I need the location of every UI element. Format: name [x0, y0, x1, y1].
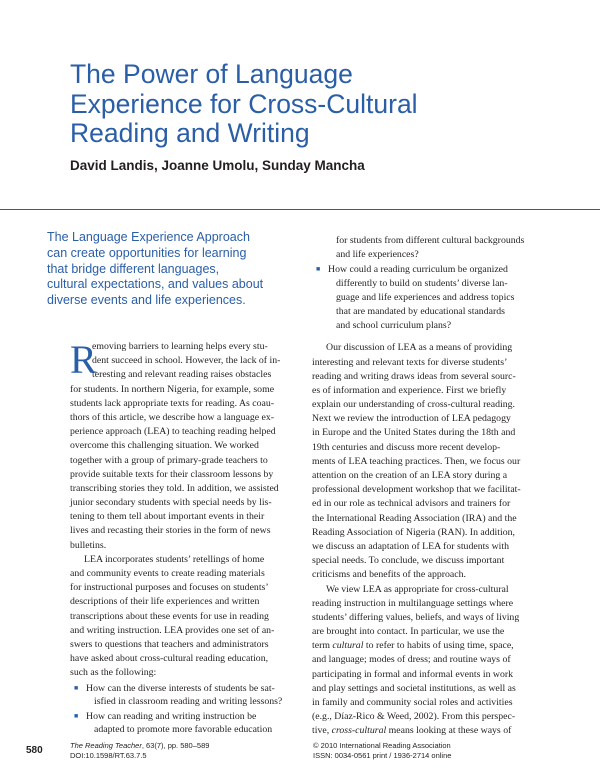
body-line: criticisms and benefits of the approach. [312, 569, 466, 581]
copyright: © 2010 International Reading Association [313, 741, 451, 750]
pull-quote-line: diverse events and life experiences. [47, 293, 246, 308]
body-line: participating in formal and informal events in work [312, 668, 514, 680]
body-line: differently to build on students’ diverse lan- [336, 277, 508, 289]
pull-quote [47, 230, 297, 309]
body-line: and language; modes of dress; and routine ways of [312, 654, 511, 666]
body-line: interesting and relevant texts for diverse students’ [312, 356, 508, 368]
body-line: ed in our role as technical advisors and trainers for [312, 498, 511, 510]
body-line: are brought into contact. In particular, we use the [312, 626, 505, 638]
body-line: have asked about cross-cultural reading education, [70, 653, 269, 665]
body-line: and school curriculum plans? [336, 320, 452, 332]
body-line: students’ differing values, beliefs, and ways of living [312, 611, 520, 623]
citation-line [70, 741, 209, 751]
body-line: that are mandated by educational standards [336, 305, 505, 317]
bullet-text: How can the diverse interests of students be sat- [86, 682, 275, 694]
body-line: tening to them tell about important events in their [70, 511, 265, 523]
bullet-line [70, 681, 312, 695]
citation-details: , 63(7), pp. 580–589 [141, 741, 210, 750]
body-line: and community events to create reading materials [70, 568, 265, 579]
title-line: Reading and Writing [70, 118, 310, 148]
body-line: special needs. To conclude, we discuss important [312, 555, 505, 567]
text-run: tive, [312, 725, 332, 737]
body-line: attention on the creation of an LEA story during a [312, 470, 508, 481]
body-line: reading and writing draws ideas from several sourc- [312, 370, 516, 382]
doi: DOI:10.1598/RT.63.7.5 [70, 750, 147, 760]
body-line: guage and life experiences and address topics [336, 291, 515, 303]
title-line: The Power of Language [70, 59, 353, 89]
body-line: Our discussion of LEA as a means of providing [326, 342, 513, 354]
bullet-text: How could a reading curriculum be organized [328, 264, 508, 276]
body-line: Reading Association of Nigeria (RAN). In addition, [312, 526, 515, 538]
body-line: isfied in classroom reading and writing lessons? [94, 695, 283, 707]
body-line: and life experiences? [336, 249, 419, 261]
body-line: students lack appropriate texts for reading. As coau- [70, 397, 275, 409]
pull-quote-line: The Language Experience Approach [47, 230, 250, 244]
body-line: ments of LEA teaching practices. Then, we focus our [312, 455, 521, 467]
pull-quote-line: that bridge different languages, [47, 261, 220, 276]
bullet-line [70, 709, 312, 723]
bullet-square-icon: ■ [74, 711, 79, 720]
issn: ISSN: 0034-0561 print / 1936-2714 online [313, 750, 452, 760]
title-line: Experience for Cross-Cultural [70, 88, 418, 119]
body-line: lives and recasting their stories in the form of news [70, 525, 271, 537]
body-line: and writing instruction. LEA provides one set of an- [70, 624, 275, 636]
journal-name: The Reading Teacher [70, 741, 142, 750]
body-line: es of information and experience. First we briefly [312, 384, 507, 396]
article-title [70, 60, 510, 149]
paragraph-gap [312, 333, 554, 341]
left-column [70, 337, 312, 737]
page-number: 580 [26, 745, 43, 756]
header-band [0, 0, 600, 48]
body-line: adapted to promote more favorable education [94, 724, 273, 736]
bullet-text: How can reading and writing instruction be [86, 710, 257, 722]
body-line: explain our understanding of cross-cultural reading. [312, 399, 515, 411]
body-line: for instructional purposes and focuses on students’ [70, 582, 269, 594]
body-line: in family and community social roles and activities [312, 697, 513, 708]
body-line: for students. In northern Nigeria, for example, some [70, 383, 275, 395]
bullet-line [312, 262, 554, 276]
body-line: transcriptions about these events for use in reading [70, 610, 269, 622]
body-line: provide suitable texts for their classroom lessons by [70, 468, 274, 480]
body-line: in Europe and the United States during the 18th and [312, 427, 516, 439]
body-line: junior secondary students with special needs by lis- [70, 497, 272, 509]
body-line: and play settings and societal institutions, as well as [312, 682, 516, 694]
pull-quote-line: cultural expectations, and values about [47, 277, 264, 292]
body-line: such as the following: [70, 667, 157, 679]
body-line: descriptions of their life experiences and written [70, 596, 260, 608]
body-line: We view LEA as appropriate for cross-cultural [326, 583, 509, 595]
body-line: professional development workshop that we facilitat- [312, 484, 521, 496]
body-line [312, 724, 554, 738]
body-line: we discuss an adaptation of LEA for students with [312, 540, 509, 552]
body-line: overcome this challenging situation. We worked [70, 440, 259, 452]
body-line: for students from different cultural backgrounds [336, 235, 525, 246]
body-line: together with a group of primary-grade teachers to [70, 454, 268, 466]
footer-copyright [313, 741, 451, 760]
text-run: to refer to habits of using time, space, [363, 640, 514, 652]
body-line: reading instruction in multilanguage settings where [312, 597, 514, 609]
body-line: transcribing stories they told. In addition, we assisted [70, 482, 279, 494]
body-line [312, 639, 554, 653]
body-line: dent succeed in school. However, the lack of in- [92, 355, 281, 367]
body-line: 19th centuries and discuss more recent develop- [312, 441, 501, 453]
body-line: (e.g., Díaz-Rico & Weed, 2002). From this perspec- [312, 711, 516, 723]
footer-citation [70, 741, 209, 760]
author-list: David Landis, Joanne Umolu, Sunday Mancha [70, 158, 365, 173]
body-line: LEA incorporates students’ retellings of home [84, 553, 265, 565]
body-line: perience approach (LEA) to teaching reading helped [70, 426, 276, 438]
text-run: means looking at these ways of [386, 725, 512, 737]
body-line: thors of this article, we describe how a language ex- [70, 411, 275, 423]
pull-quote-line: can create opportunities for learning [47, 245, 247, 260]
body-line: teresting and relevant reading raises obstacles [92, 369, 272, 381]
drop-cap: R [70, 337, 97, 382]
bullet-square-icon: ■ [74, 683, 79, 692]
italic-term: cross-cultural [331, 725, 387, 737]
body-line: the International Reading Association (IRA) and the [312, 512, 517, 524]
bullet-square-icon: ■ [316, 265, 321, 274]
body-line: emoving barriers to learning helps every stu- [92, 341, 268, 352]
body-line: Next we review the introduction of LEA pedagogy [312, 413, 511, 425]
right-column [312, 234, 554, 739]
body-line: bulletins. [70, 539, 107, 551]
italic-term: cultural [332, 640, 364, 652]
divider-rule [0, 209, 600, 210]
text-run: term [312, 640, 333, 652]
body-line: swers to questions that teachers and administrators [70, 638, 269, 650]
